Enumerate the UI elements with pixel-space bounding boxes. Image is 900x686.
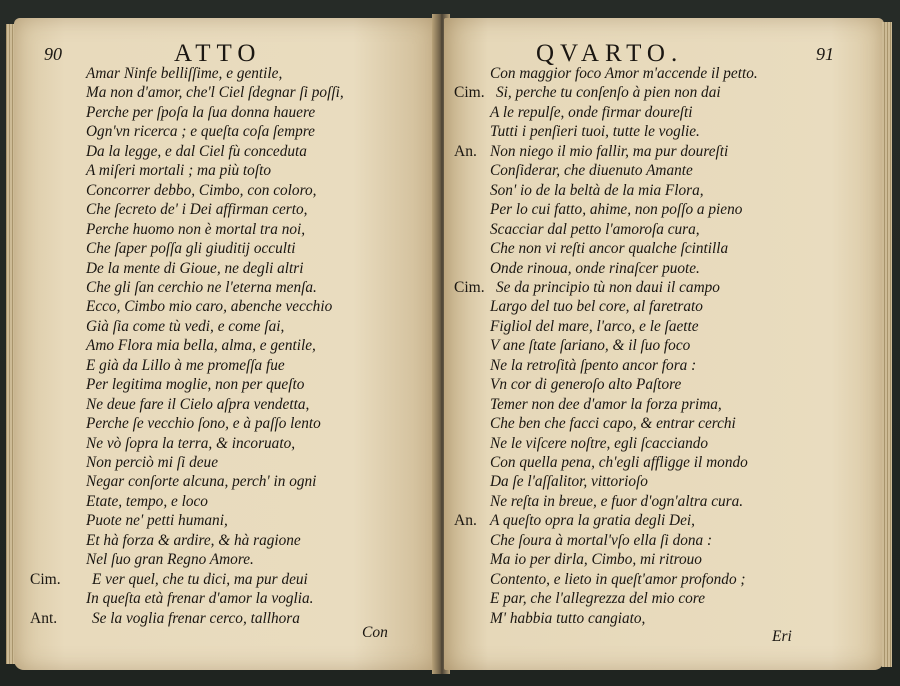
verse-line: Scacciar dal petto l'amoroſa cura, [490,220,700,238]
verse-line: Da ſe l'aſſalitor, vittorioſo [490,473,648,491]
verse-line: Che ſoura à mortal'vſo ella ſi dona : [490,531,713,549]
verse-line: Per lo cui fatto, ahime, non poſſo a pieno [490,201,743,219]
verse-line: Nel ſuo gran Regno Amore. [86,551,254,569]
verse-line: A queſto opra la gratia degli Dei, [490,512,695,530]
verse-line: Ne le viſcere noſtre, egli ſcacciando [490,434,709,452]
verse-line: Vn cor di generoſo alto Paſtore [490,376,682,394]
verse-line: M' habbia tutto cangiato, [490,609,646,627]
verse-line: Che gli ſan cerchio ne l'eterna menſa. [86,278,317,296]
verse-line: Che ſecreto de' i Dei affirman certo, [86,201,308,219]
running-header-left: ATTO [174,40,262,67]
speaker-label: Cim. [454,278,485,296]
verse-line: Perche per ſpoſa la ſua donna hauere [86,103,316,121]
page-number-left: 90 [44,44,62,64]
verse-line: E par, che l'allegrezza del mio core [490,590,705,608]
verse-line: V ane ſtate ſariano, & il ſuo foco [490,337,691,355]
verse-line: Che ben che facci capo, & entrar cerchi [490,415,736,433]
verse-line: In queſta età frenar d'amor la voglia. [86,590,314,608]
verse-line: Ma io per dirla, Cimbo, mi ritrouo [490,551,702,569]
verse-line: Son' io de la beltà de la mia Flora, [490,181,704,199]
catchword-right: Eri [772,628,792,645]
verse-line: Ma non d'amor, che'l Ciel ſdegnar ſi poſſi, [86,84,344,102]
verse-line: Tutti i penſieri tuoi, tutte le voglie. [490,123,700,141]
verse-line: Che ſaper poſſa gli giuditij occulti [86,240,296,258]
catchword-left: Con [362,624,388,641]
verse-line: Largo del tuo bel core, al faretrato [490,298,703,316]
verse-line: Amo Flora mia bella, alma, e gentile, [86,337,316,355]
verse-line: Perche huomo non è mortal tra noi, [86,220,306,238]
verse-line: Se da principio tù non daui il campo [496,278,720,296]
speaker-label: Cim. [30,570,61,588]
verse-line: De la mente di Gioue, ne degli altri [86,259,304,277]
verse-line: Non niego il mio fallir, ma pur doureſti [490,142,729,160]
verse-line: A le repulſe, onde firmar doureſti [490,103,693,121]
verse-line: Non perciò mi ſi deue [86,454,218,471]
verse-line: Per legitima moglie, non per queſto [86,376,305,394]
verse-line: Ne deue fare il Cielo aſpra vendetta, [86,395,310,413]
verse-line: Con quella pena, ch'egli affligge il mondo [490,454,748,471]
verse-line: Negar conſorte alcuna, perch' in ogni [86,473,317,491]
left-page [14,18,438,670]
verse-line: Figliol del mare, l'arco, e le ſaette [490,317,699,335]
speaker-label: An. [454,142,477,160]
page-number-right: 91 [816,44,834,64]
verse-line: Ne la retroſità ſpento ancor fora : [490,356,697,374]
verse-line: Con maggior foco Amor m'accende il petto. [490,65,758,82]
verse-line: Da la legge, e dal Ciel fù conceduta [86,142,307,160]
verse-line: Ne reſta in breue, e fuor d'ogn'altra cura. [490,492,744,510]
verse-line: Contento, e lieto in queſt'amor profondo ; [490,570,746,588]
speaker-label: Cim. [454,84,485,102]
verse-line: Ne vò ſopra la terra, & incoruato, [86,434,296,452]
verse-line: Che non vi reſti ancor qualche ſcintilla [490,240,729,258]
verse-line: Et hà forza & ardire, & hà ragione [86,531,301,549]
speaker-label: Ant. [30,609,58,627]
verse-line: Ogn'vn ricerca ; e queſta coſa ſempre [86,123,315,141]
verse-line: Già ſia come tù vedi, e come ſai, [86,317,285,335]
verse-line: E ver quel, che tu dici, ma pur deui [92,570,308,588]
verse-line: Se la voglia frenar cerco, tallhora [92,609,300,627]
verse-line: Si, perche tu conſenſo à pien non dai [496,84,721,102]
verse-line: Conſiderar, che diuenuto Amante [490,162,693,180]
verse-line: Puote ne' petti humani, [86,512,228,530]
running-header-right: QVARTO. [536,40,684,67]
verse-line: Ecco, Cimbo mio caro, abenche vecchio [86,298,333,316]
verse-line: E già da Lillo à me promeſſa fue [86,356,285,374]
speaker-label: An. [454,512,477,530]
right-page [444,18,884,670]
verse-line: A miſeri mortali ; ma più toſto [86,162,271,180]
verse-line: Perche ſe vecchio ſono, e à paſſo lento [86,415,321,433]
page-edges-right [882,22,892,667]
verse-line: Etate, tempo, e loco [86,492,208,510]
verse-line: Temer non dee d'amor la forza prima, [490,395,722,413]
verse-line: Amar Ninfe belliſſime, e gentile, [86,65,283,82]
verse-line: Onde rinoua, onde rinaſcer puote. [490,259,700,277]
verse-line: Concorrer debbo, Cimbo, con coloro, [86,181,317,199]
